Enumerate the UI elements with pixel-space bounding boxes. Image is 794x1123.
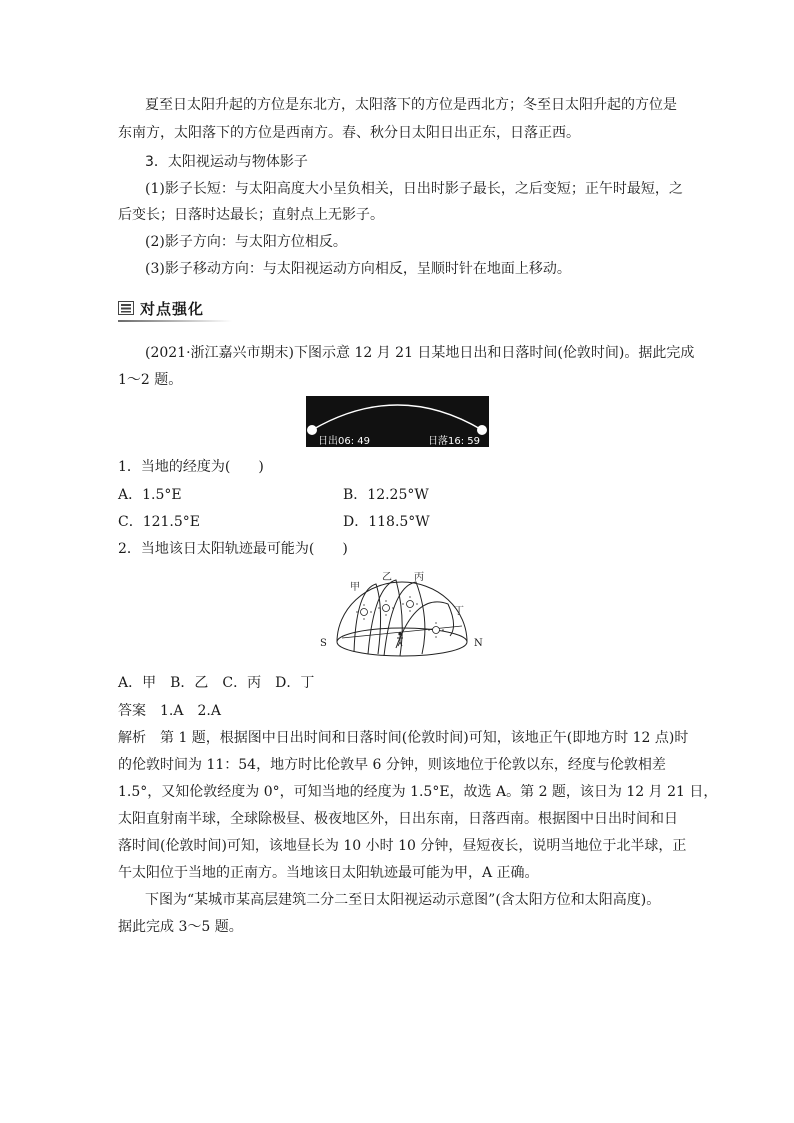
shadow-length-line-1: (1)影子长短：与太阳高度大小呈负相关，日出时影子最长，之后变短；正午时最短，之 bbox=[145, 181, 683, 197]
list-icon bbox=[118, 301, 134, 315]
analysis-line-5: 落时间(伦敦时间)可知，该地昼长为 10 小时 10 分钟，昼短夜长，说明当地位于北半球，正 bbox=[118, 838, 687, 854]
sunrise-point bbox=[307, 425, 317, 435]
path-label-ding: 丁 bbox=[454, 606, 464, 617]
question-stem-line-1: (2021·浙江嘉兴市期末)下图示意 12 月 21 日某地日出和日落时间(伦敦时间)。据此完成 bbox=[145, 345, 695, 361]
sunrise-sunset-figure bbox=[306, 396, 489, 447]
question-1: 1．当地的经度为( ) bbox=[118, 459, 264, 475]
shadow-length-line-2: 后变长；日落时达最长；直射点上无影子。 bbox=[118, 207, 384, 223]
q1-option-a: A．1.5°E bbox=[118, 487, 182, 503]
next-set-line-2: 据此完成 3～5 题。 bbox=[118, 919, 243, 935]
q1-option-d: D．118.5°W bbox=[343, 514, 430, 530]
analysis-line-4: 太阳直射南半球，全球除极昼、极夜地区外，日出东南，日落西南。根据图中日出时间和日 bbox=[118, 811, 678, 827]
analysis-line-2: 的伦敦时间为 11：54，地方时比伦敦早 6 分钟，则该地位于伦敦以东，经度与伦敦相差 bbox=[118, 757, 666, 773]
intro-line-2: 东南方，太阳落下的方位是西南方。春、秋分日太阳日出正东，日落正西。 bbox=[118, 125, 580, 141]
q1-option-c: C．121.5°E bbox=[118, 514, 201, 530]
hemisphere-figure bbox=[318, 568, 488, 668]
intro-line-1: 夏至日太阳升起的方位是东北方，太阳落下的方位是西北方；冬至日太阳升起的方位是 bbox=[145, 97, 677, 113]
analysis-line-6: 午太阳位于当地的正南方。当地该日太阳轨迹最可能为甲，A 正确。 bbox=[118, 865, 539, 881]
path-label-yi: 乙 bbox=[382, 572, 392, 583]
q1-option-b: B．12.25°W bbox=[343, 487, 429, 503]
sun-path-diagram bbox=[318, 568, 488, 672]
path-label-jia: 甲 bbox=[350, 582, 360, 593]
sunset-label: 日落16: 59 bbox=[428, 436, 480, 447]
section-3-heading: 3．太阳视运动与物体影子 bbox=[145, 154, 308, 170]
shadow-movement: (3)影子移动方向：与太阳视运动方向相反，呈顺时针在地面上移动。 bbox=[145, 261, 571, 277]
north-label: N bbox=[474, 638, 483, 649]
header-underline bbox=[118, 320, 232, 322]
practice-section-title: 对点强化 bbox=[140, 300, 205, 318]
path-label-bing: 丙 bbox=[414, 572, 424, 583]
south-label: S bbox=[320, 638, 327, 649]
sunrise-label: 日出06: 49 bbox=[318, 436, 370, 447]
next-set-line-1: 下图为“某城市某高层建筑二分二至日太阳视运动示意图”(含太阳方位和太阳高度)。 bbox=[145, 892, 661, 908]
answer-line: 答案 1.A 2.A bbox=[118, 703, 221, 719]
q2-options: A．甲 B．乙 C．丙 D．丁 bbox=[118, 675, 315, 691]
practice-section-header bbox=[118, 296, 232, 322]
analysis-line-1: 解析 第 1 题，根据图中日出时间和日落时间(伦敦时间)可知，该地正午(即地方时 12 点)时 bbox=[118, 730, 689, 746]
shadow-direction: (2)影子方向：与太阳方位相反。 bbox=[145, 234, 347, 250]
question-2: 2．当地该日太阳轨迹最可能为( ) bbox=[118, 541, 348, 557]
analysis-line-3: 1.5°，又知伦敦经度为 0°，可知当地的经度为 1.5°E，故选 A。第 2 题，该日为 12 月 21 日， bbox=[118, 784, 718, 800]
question-stem-line-2: 1～2 题。 bbox=[118, 372, 183, 388]
